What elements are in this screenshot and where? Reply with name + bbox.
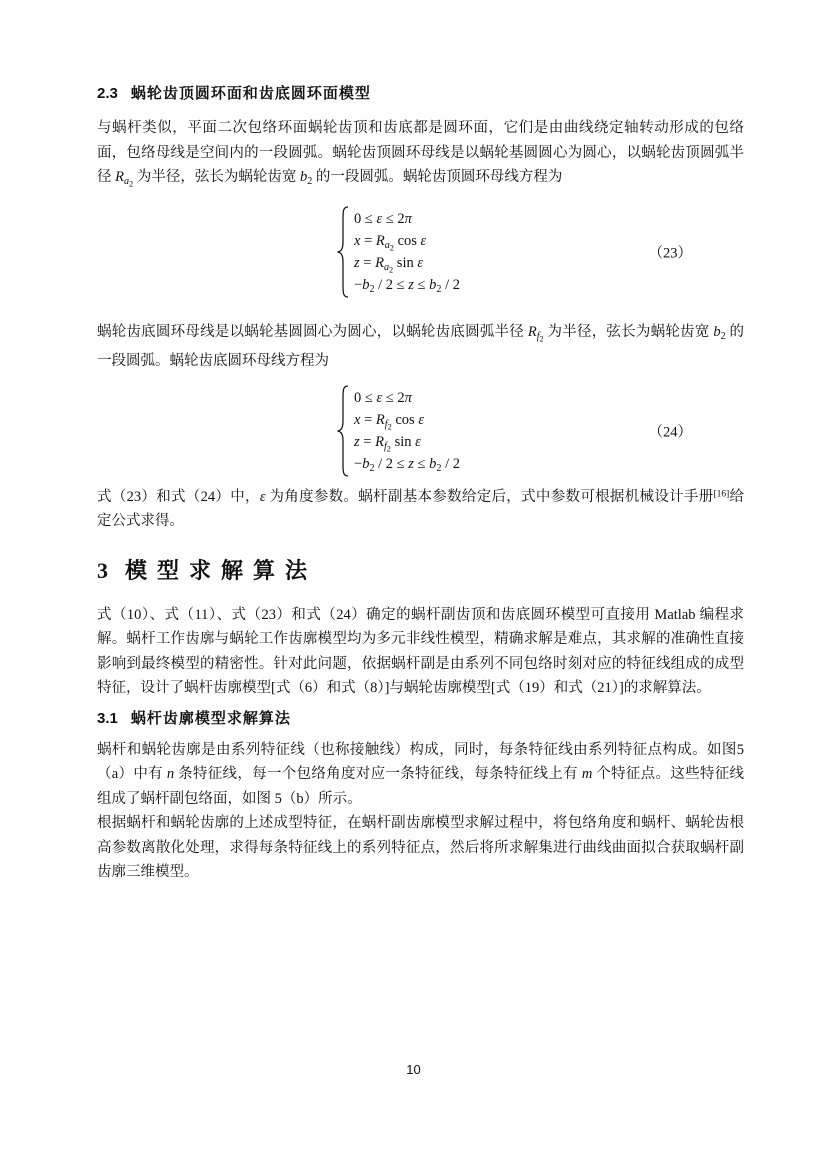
math-text: − — [354, 455, 363, 472]
math-text: cos — [393, 232, 421, 249]
math-variable: m — [581, 766, 593, 782]
math-text: / 2 ≤ — [374, 455, 409, 472]
math-variable: z — [408, 276, 414, 293]
equation-line — [354, 431, 460, 453]
math-variable: ε — [376, 210, 383, 227]
equation-lines — [354, 208, 460, 296]
page-number: 10 — [406, 1062, 421, 1077]
math-text: 2 — [369, 462, 375, 474]
math-subscript — [385, 419, 392, 430]
math-variable: f — [383, 440, 387, 452]
math-text: 2 — [720, 330, 726, 342]
math-subscript — [540, 334, 544, 343]
math-text: 2 — [389, 265, 394, 275]
math-variable: z — [354, 433, 360, 450]
math-text: 2 — [369, 283, 375, 295]
math-text: sin — [390, 433, 416, 450]
math-variable: x — [354, 232, 361, 249]
math-subscript — [124, 176, 133, 187]
paragraph-discretization: 根据蜗杆和蜗轮齿廓的上述成型特征，在蜗杆副齿廓模型求解过程中，将包络角度和蜗杆、蜗轮齿根高参数离散化处理，求得每条特征线上的系列特征点，然后将所求解集进行曲线曲面拟合获取蜗杆副齿廓三维模型。 — [97, 815, 744, 880]
math-variable: π — [404, 389, 412, 406]
equation-number: （23） — [648, 245, 692, 261]
math-variable: x — [354, 411, 361, 428]
paragraph-torus-intro: 与蜗杆类似，平面二次包络环面蜗轮齿顶和齿底都是圆环面，它们是由曲线绕定轴转动形成的包络面，包络母线是空间内的一段圆弧。蜗轮齿顶圆环母线是以蜗轮基圆圆心为圆心，以蜗轮齿顶圆弧半径 $R_{a_2}$ 为半径，弦长为蜗轮齿宽 $b_2$ 的一段圆弧。蜗轮齿顶圆环母线方程为 — [97, 120, 744, 189]
math-text: 0 ≤ — [354, 389, 377, 406]
left-brace-icon — [336, 206, 349, 298]
equation-number: （24） — [648, 424, 692, 440]
equation-body — [336, 385, 460, 477]
math-variable: R — [375, 232, 385, 249]
math-text: / 2 ≤ — [374, 276, 409, 293]
math-variable: z — [354, 254, 360, 271]
math-text: 2 — [307, 176, 313, 188]
math-text: = — [359, 433, 376, 450]
math-variable: R — [527, 323, 537, 340]
math-text: ≤ — [413, 455, 430, 472]
math-text: = — [359, 254, 376, 271]
equation-line — [354, 230, 460, 252]
math-variable: ε — [417, 254, 424, 271]
math-subscript — [537, 331, 544, 342]
math-variable: f — [384, 418, 388, 430]
paragraph-characteristic-lines: 蜗杆和蜗轮齿廓是由系列特征线（也称接触线）构成，同时，每条特征线由系列特征点构成。如图5（a）中有 n 条特征线，每一个包络角度对应一条特征线，每条特征线上有 m 个特征点。这些特征线组成了蜗杆副包络面，如图 5（b）所示。 — [97, 741, 745, 807]
equation-line — [354, 208, 460, 230]
paragraph-parameters-note: 式（23）和式（24）中，ε 为角度参数。蜗杆副基本参数给定后，式中参数可根据机械设计手册[16]给定公式求得。 — [97, 488, 745, 529]
math-text: 2 — [387, 422, 392, 432]
section-number: 2.3 — [97, 85, 118, 102]
math-text: ≤ 2 — [382, 210, 405, 227]
math-text: − — [354, 276, 363, 293]
math-variable: n — [166, 766, 175, 782]
math-subscript — [721, 331, 726, 342]
math-variable: ε — [415, 433, 421, 450]
math-variable: b — [713, 323, 721, 340]
equation-line — [354, 453, 460, 475]
section-title: 蜗杆齿廓模型求解算法 — [130, 709, 291, 727]
math-variable: ε — [420, 232, 427, 249]
math-variable: R — [375, 411, 385, 428]
math-text: 2 — [436, 462, 442, 474]
math-variable: R — [375, 254, 384, 271]
math-text: 2 — [539, 334, 544, 344]
math-variable: a — [123, 176, 130, 188]
section-heading-3-1 — [97, 709, 744, 729]
math-variable: b — [362, 276, 370, 293]
section-number: 3.1 — [97, 709, 118, 727]
math-variable: ε — [418, 411, 425, 428]
equation-line — [354, 387, 460, 409]
equation-24 — [97, 385, 744, 477]
math-text: = — [360, 232, 376, 249]
equation-line — [354, 252, 460, 274]
math-text: ≤ — [413, 276, 430, 293]
math-variable: a — [384, 239, 390, 251]
superscript-reference: [16] — [713, 488, 730, 499]
math-variable: ε — [376, 389, 383, 406]
left-brace-icon — [336, 385, 349, 477]
math-text: sin — [393, 254, 418, 271]
math-variable: π — [404, 210, 412, 227]
math-subscript — [384, 262, 393, 273]
math-subscript — [129, 180, 133, 189]
math-subscript — [384, 441, 391, 452]
section-title: 模型求解算法 — [125, 557, 318, 583]
math-variable: R — [375, 433, 384, 450]
math-variable: b — [429, 276, 437, 293]
section-heading-2-3 — [97, 84, 744, 104]
equation-23 — [97, 206, 744, 298]
math-subscript — [385, 240, 394, 251]
equation-line — [354, 274, 460, 296]
paragraph-root-torus: 蜗轮齿底圆环母线是以蜗轮基圆圆心为圆心，以蜗轮齿底圆弧半径 $R_{f_2}$ 为半径，弦长为蜗轮齿宽 $b_2$ 的一段圆弧。蜗轮齿底圆环母线方程为 — [97, 323, 745, 369]
section-title: 蜗轮齿顶圆环面和齿底圆环面模型 — [130, 85, 371, 102]
math-subscript — [307, 176, 312, 187]
math-variable: a — [383, 261, 390, 273]
math-variable: ε — [259, 488, 266, 505]
math-text: cos — [391, 411, 419, 428]
math-text: 2 — [436, 283, 442, 295]
math-text: / 2 — [441, 276, 460, 293]
math-variable: z — [408, 455, 414, 472]
equation-lines — [354, 387, 460, 475]
section-heading-3 — [97, 556, 744, 586]
math-variable: b — [362, 455, 370, 472]
math-text: 2 — [129, 179, 134, 189]
math-text: / 2 — [441, 455, 460, 472]
math-text: 0 ≤ — [354, 210, 377, 227]
math-variable: f — [536, 330, 540, 342]
equation-line — [354, 409, 460, 431]
math-variable: b — [299, 169, 308, 185]
equation-body — [336, 206, 460, 298]
math-text: = — [360, 411, 376, 428]
math-variable: R — [115, 169, 124, 185]
math-text: 2 — [386, 444, 391, 454]
paragraph-solving-overview: 式（10）、式（11）、式（23）和式（24）确定的蜗杆副齿顶和齿底圆环模型可直接用 Matlab 编程求解。蜗杆工作齿廓与蜗轮工作齿廓模型均为多元非线性模型，精确求解是难点，其求解的准确性直接影响到最终模型的精密性。针对此问题，依据蜗杆副是由系列不同包络时刻对应的特征线组成的成型特征，设计了蜗杆齿廓模型[式（6）和式（8）]与蜗轮齿廓模型[式（19）和式（21）]的求解算法。 — [97, 606, 744, 696]
math-text: ≤ 2 — [382, 389, 405, 406]
section-number: 3 — [97, 557, 108, 583]
math-text: 2 — [389, 243, 394, 253]
math-variable: b — [429, 455, 437, 472]
